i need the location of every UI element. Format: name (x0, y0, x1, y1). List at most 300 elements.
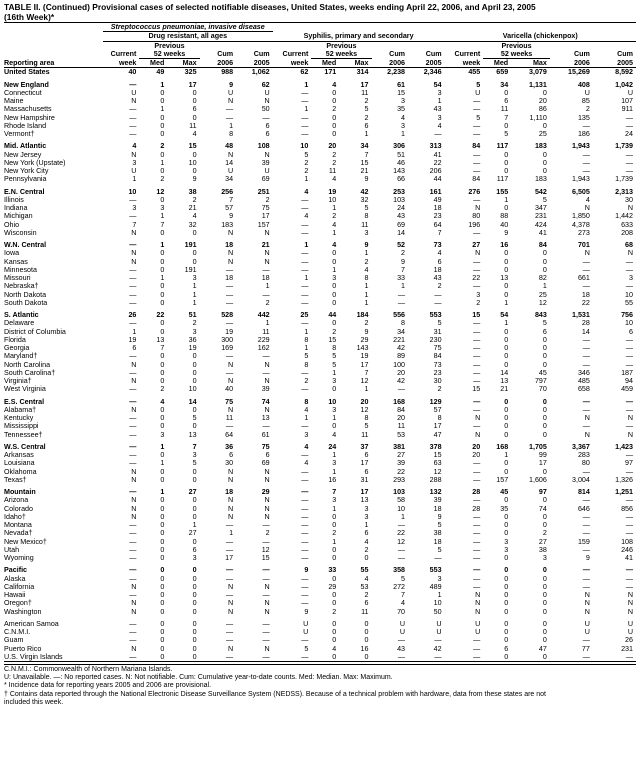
value-cell: 19 (328, 187, 337, 196)
value-cell: 1 (364, 298, 369, 307)
value-cell: U (227, 88, 234, 97)
reporting-area-cell: New Hampshire (4, 113, 55, 122)
value-cell: 69 (261, 175, 270, 184)
value-cell: 1 (160, 158, 165, 167)
region-row (4, 398, 636, 406)
value-cell: — (473, 467, 481, 476)
value-cell: — (473, 335, 481, 344)
value-cell: 633 (621, 220, 633, 229)
value-cell: 0 (364, 619, 369, 628)
value-cell: N (627, 607, 633, 616)
value-cell: 0 (504, 360, 509, 369)
value-cell: 1 (304, 344, 309, 352)
value-cell: N (131, 249, 137, 258)
value-cell: — (625, 282, 633, 291)
value-cell: 6 (192, 105, 197, 114)
value-cell: N (227, 257, 234, 266)
value-cell: 4 (332, 80, 337, 89)
value-cell: — (473, 397, 481, 406)
value-cell: N (264, 97, 270, 105)
value-cell: 74 (538, 504, 547, 513)
value-cell: 0 (504, 496, 509, 505)
table-row (4, 583, 636, 591)
value-cell: 25 (300, 311, 309, 319)
value-cell: 0 (160, 496, 165, 505)
value-cell: 0 (160, 377, 165, 385)
table-row (4, 328, 636, 336)
value-cell: — (582, 265, 590, 274)
value-cell: 2 (364, 545, 369, 554)
value-cell: 3 (437, 113, 442, 122)
value-cell: — (301, 475, 309, 484)
value-cell: 12 (156, 187, 165, 196)
value-cell: 17 (360, 360, 369, 369)
value-cell: — (301, 467, 309, 476)
reporting-area-cell: California (4, 582, 35, 591)
value-cell: 157 (257, 220, 270, 229)
value-cell: 15 (360, 158, 369, 167)
value-cell: 3,079 (529, 68, 547, 77)
value-cell: 3 (364, 512, 369, 521)
value-cell: — (262, 290, 270, 299)
value-cell: 7 (132, 220, 137, 229)
value-cell: N (264, 228, 270, 237)
value-cell: 2 (332, 607, 337, 616)
value-cell: 0 (542, 430, 547, 439)
header-2006: 2006 (550, 59, 593, 68)
value-cell: 84 (433, 352, 442, 361)
value-cell: 36 (225, 442, 234, 451)
value-cell: — (262, 352, 270, 361)
value-cell: N (584, 607, 590, 616)
value-cell: 2 (192, 319, 197, 328)
value-cell: — (129, 282, 137, 291)
value-cell: 20 (538, 97, 547, 105)
value-cell: — (473, 582, 481, 591)
value-cell: 38 (188, 187, 197, 196)
table-row (4, 575, 636, 583)
value-cell: 5 (364, 105, 369, 114)
value-cell: 0 (192, 467, 197, 476)
value-cell: 73 (433, 241, 442, 249)
value-cell: — (225, 566, 234, 575)
value-cell: 0 (504, 290, 509, 299)
value-cell: N (584, 414, 590, 422)
value-cell: — (625, 344, 633, 352)
value-cell: 276 (468, 187, 481, 196)
value-cell: 10 (328, 195, 337, 204)
value-cell: U (584, 619, 590, 628)
value-cell: 0 (504, 282, 509, 291)
table-row (4, 529, 636, 537)
value-cell: 39 (261, 158, 270, 167)
value-cell: — (301, 319, 309, 328)
value-cell: N (475, 204, 481, 212)
value-cell: — (434, 130, 442, 138)
value-cell: 0 (160, 512, 165, 521)
value-cell: 22 (433, 158, 442, 167)
value-cell: — (473, 105, 481, 114)
reporting-area-cell: E.N. Central (4, 187, 45, 196)
value-cell: U (436, 628, 442, 636)
value-cell: 1 (504, 195, 509, 204)
reporting-area-cell: Alaska (4, 574, 26, 583)
value-cell: 230 (429, 335, 442, 344)
value-cell: 117 (496, 142, 509, 151)
value-cell: 0 (504, 599, 509, 608)
table-row (4, 513, 636, 521)
reporting-area-cell: Mountain (4, 488, 36, 496)
value-cell: 15 (472, 385, 481, 394)
value-cell: 20 (472, 451, 481, 459)
report-page (4, 2, 636, 707)
value-cell: 0 (542, 582, 547, 591)
value-cell: 0 (160, 636, 165, 645)
header-current: Current (454, 50, 481, 58)
value-cell: — (473, 644, 481, 653)
value-cell: 0 (160, 582, 165, 591)
value-cell: 2 (401, 249, 406, 258)
value-cell: — (273, 653, 312, 662)
header-group-syphilis: Syphilis, primary and secondary (273, 32, 445, 41)
value-cell: 3 (542, 554, 547, 562)
value-cell: 1,110 (529, 113, 547, 122)
value-cell: 6 (629, 327, 633, 336)
table-row (4, 105, 636, 113)
value-cell: 18 (433, 504, 442, 513)
value-cell: 27 (188, 529, 197, 538)
value-cell: — (625, 352, 633, 361)
value-cell: 75 (261, 442, 270, 451)
table-row (4, 608, 636, 616)
value-cell: 135 (577, 113, 590, 122)
value-cell: 0 (192, 599, 197, 608)
value-cell: 2 (332, 529, 337, 538)
value-cell: 2 (364, 113, 369, 122)
value-cell: — (301, 504, 309, 513)
value-cell: 0 (332, 130, 337, 138)
value-cell: 3 (364, 228, 369, 237)
value-cell: 13 (360, 496, 369, 505)
value-cell: 0 (160, 607, 165, 616)
value-cell: — (225, 265, 234, 274)
value-cell: — (582, 496, 590, 505)
value-cell: U (399, 619, 406, 628)
value-cell: 27 (188, 488, 197, 496)
value-cell: 1 (332, 504, 337, 513)
value-cell: — (301, 496, 309, 505)
value-cell: 206 (429, 167, 442, 175)
value-cell: 1 (332, 368, 337, 377)
value-cell: 7 (192, 442, 197, 451)
value-cell: N (227, 504, 234, 513)
value-cell: 0 (542, 335, 547, 344)
value-cell: 3 (332, 459, 337, 468)
value-cell: 0 (160, 475, 165, 484)
value-cell: 43 (433, 274, 442, 282)
reporting-area-cell: Massachusetts (4, 105, 52, 114)
value-cell: 0 (160, 257, 165, 266)
value-cell: 0 (542, 344, 547, 352)
value-cell: 183 (534, 175, 547, 184)
value-cell: — (473, 257, 481, 266)
value-cell: 0 (339, 653, 371, 662)
value-cell: 6,505 (571, 187, 590, 196)
value-cell: 5 (192, 414, 197, 422)
value-cell: 4 (192, 130, 197, 138)
value-cell: — (301, 265, 309, 274)
value-cell: 1 (542, 282, 547, 291)
value-cell: 20 (397, 414, 406, 422)
value-cell: — (473, 636, 481, 645)
value-cell: 3 (332, 274, 337, 282)
value-cell: 88 (500, 212, 509, 221)
value-cell: 21 (188, 204, 197, 212)
value-cell: 0 (332, 545, 337, 554)
value-cell: N (627, 249, 633, 258)
value-cell: 184 (356, 311, 369, 319)
value-cell: 191 (184, 241, 197, 249)
value-cell: — (582, 335, 590, 344)
value-cell: 2 (585, 105, 590, 114)
table-header (4, 23, 636, 68)
table-row (4, 546, 636, 554)
value-cell: 159 (577, 537, 590, 546)
value-cell: 1 (160, 459, 165, 468)
value-cell: — (473, 352, 481, 361)
value-cell: 17 (433, 422, 442, 431)
value-cell: 1 (332, 265, 337, 274)
reporting-area-cell: New England (4, 80, 49, 89)
value-cell: 2 (160, 385, 165, 394)
value-cell: 0 (504, 414, 509, 422)
value-cell: N (131, 512, 137, 521)
value-cell: N (227, 97, 234, 105)
reporting-area-cell: Georgia (4, 344, 30, 352)
value-cell: 0 (192, 512, 197, 521)
value-cell: 66 (397, 175, 406, 184)
value-cell: U (627, 88, 633, 97)
table-row (4, 212, 636, 220)
reporting-area-cell: U.S. Virgin Islands (4, 653, 103, 662)
value-cell: 20 (397, 368, 406, 377)
value-cell: U (436, 619, 442, 628)
value-cell: 1 (160, 105, 165, 114)
value-cell: 9 (304, 566, 309, 575)
value-cell: — (582, 360, 590, 369)
value-cell: 5 (364, 422, 369, 431)
value-cell: 70 (538, 385, 547, 394)
value-cell: 21 (500, 385, 509, 394)
value-cell: 18 (225, 274, 234, 282)
value-cell: 0 (192, 591, 197, 599)
value-cell: 283 (577, 451, 590, 459)
value-cell: — (625, 113, 633, 122)
value-cell: 15 (261, 554, 270, 562)
value-cell: 57 (225, 204, 234, 212)
table-row (4, 468, 636, 476)
value-cell: 57 (433, 405, 442, 414)
value-cell: — (550, 653, 593, 662)
value-cell: — (301, 422, 309, 431)
value-cell: — (473, 496, 481, 505)
value-cell: 300 (221, 335, 234, 344)
value-cell: 5 (401, 574, 406, 583)
value-cell: 0 (160, 167, 165, 175)
value-cell: — (582, 282, 590, 291)
value-cell: 41 (433, 150, 442, 159)
value-cell: 13 (188, 430, 197, 439)
value-cell: 6 (364, 529, 369, 538)
value-cell: — (434, 290, 442, 299)
value-cell: N (131, 607, 137, 616)
value-cell: — (301, 488, 309, 496)
value-cell: N (131, 97, 137, 105)
value-cell: 0 (139, 653, 167, 662)
value-cell: N (264, 607, 270, 616)
reporting-area-cell: Idaho† (4, 512, 26, 521)
value-cell: 2,238 (387, 68, 406, 77)
value-cell: — (473, 574, 481, 583)
value-cell: 0 (542, 496, 547, 505)
value-cell: 0 (192, 360, 197, 369)
reporting-area-cell: South Carolina† (4, 368, 56, 377)
header-cum: Cum (389, 50, 406, 58)
value-cell: — (129, 554, 137, 562)
value-cell: 11 (397, 422, 406, 431)
value-cell: 82 (538, 274, 547, 282)
value-cell: 39 (261, 385, 270, 394)
header-max: Max (511, 59, 550, 68)
value-cell: 13 (500, 377, 509, 385)
value-cell: 161 (429, 187, 442, 196)
value-cell: 1 (332, 537, 337, 546)
table-row (4, 496, 636, 504)
value-cell: 22 (156, 311, 165, 319)
value-cell: 1,251 (615, 488, 633, 496)
value-cell: 129 (429, 397, 442, 406)
value-cell: 11 (361, 607, 369, 616)
value-cell: 542 (534, 187, 547, 196)
value-cell: 10 (625, 290, 633, 299)
value-cell: 24 (328, 442, 337, 451)
value-cell: 0 (160, 319, 165, 328)
table-row (4, 175, 636, 183)
value-cell: N (131, 150, 137, 159)
footnote-nedss-cont: included this week. (4, 698, 64, 706)
value-cell: 47 (433, 430, 442, 439)
value-cell: — (301, 451, 309, 459)
value-cell: N (227, 496, 234, 505)
footnote-cnmi: C.N.M.I.: Commonwealth of Northern Mariana Islands. (4, 666, 173, 673)
value-cell: 0 (160, 368, 165, 377)
value-cell: 2 (364, 319, 369, 328)
value-cell: — (301, 97, 309, 105)
value-cell: — (473, 150, 481, 159)
value-cell: — (473, 97, 481, 105)
reporting-area-cell: Delaware (4, 319, 35, 328)
value-cell: — (225, 105, 234, 114)
value-cell: 49 (433, 195, 442, 204)
value-cell: 0 (332, 319, 337, 328)
value-cell: N (264, 150, 270, 159)
value-cell: N (264, 582, 270, 591)
value-cell: 0 (364, 628, 369, 636)
table-row (4, 266, 636, 274)
value-cell: — (625, 467, 633, 476)
reporting-area-cell: Nebraska† (4, 282, 39, 291)
value-cell: 1 (364, 290, 369, 299)
value-cell: — (625, 405, 633, 414)
value-cell: 0 (504, 344, 509, 352)
table-row (4, 159, 636, 167)
value-cell: 0 (160, 619, 165, 628)
value-cell: 0 (542, 467, 547, 476)
value-cell: — (473, 368, 481, 377)
table-row (4, 538, 636, 546)
value-cell: — (262, 368, 270, 377)
value-cell: 2 (332, 158, 337, 167)
value-cell: 6 (504, 97, 509, 105)
table-row (4, 299, 636, 307)
value-cell: 5 (437, 521, 442, 529)
footnote-legend: U: Unavailable. —: No reported cases. N: Not notifiable. Cum: Cumulative year-to-date counts. Med: Median. Max: Maximum. (4, 674, 393, 682)
value-cell: — (262, 566, 270, 575)
value-cell: — (582, 352, 590, 361)
value-cell: 25 (538, 130, 547, 138)
header-52-weeks: 52 weeks (483, 50, 550, 59)
value-cell: 0 (504, 121, 509, 130)
value-cell: N (475, 414, 481, 422)
value-cell: — (301, 257, 309, 266)
value-cell: 42 (397, 377, 406, 385)
value-cell: 15 (397, 88, 406, 97)
value-cell: 0 (160, 352, 165, 361)
value-cell: 34 (225, 175, 234, 184)
value-cell: — (301, 574, 309, 583)
reporting-area-cell: S. Atlantic (4, 311, 39, 319)
value-cell: 1,062 (251, 68, 270, 77)
value-cell: — (473, 545, 481, 554)
value-cell: 0 (332, 619, 337, 628)
reporting-area-cell: South Dakota (4, 298, 48, 307)
region-row (4, 68, 636, 77)
value-cell: 12 (397, 537, 406, 546)
value-cell: — (129, 591, 137, 599)
value-cell: 84 (538, 241, 547, 249)
value-cell: — (225, 298, 234, 307)
value-cell: — (473, 121, 481, 130)
value-cell: 6 (364, 467, 369, 476)
value-cell: 4 (332, 175, 337, 184)
value-cell: — (129, 422, 137, 431)
value-cell: N (131, 467, 137, 476)
value-cell: 7 (437, 228, 442, 237)
reporting-area-cell: New York City (4, 167, 49, 175)
value-cell: 0 (332, 97, 337, 105)
value-cell: 51 (397, 150, 406, 159)
value-cell: 43 (397, 212, 406, 221)
value-cell: 1 (192, 298, 197, 307)
table-row (4, 377, 636, 385)
value-cell: 0 (504, 405, 509, 414)
value-cell: 658 (577, 385, 590, 394)
value-cell: 0 (542, 265, 547, 274)
header-cum: Cum (217, 50, 234, 58)
value-cell: — (582, 566, 590, 575)
value-cell: 13 (261, 414, 270, 422)
value-cell: 30 (625, 195, 633, 204)
